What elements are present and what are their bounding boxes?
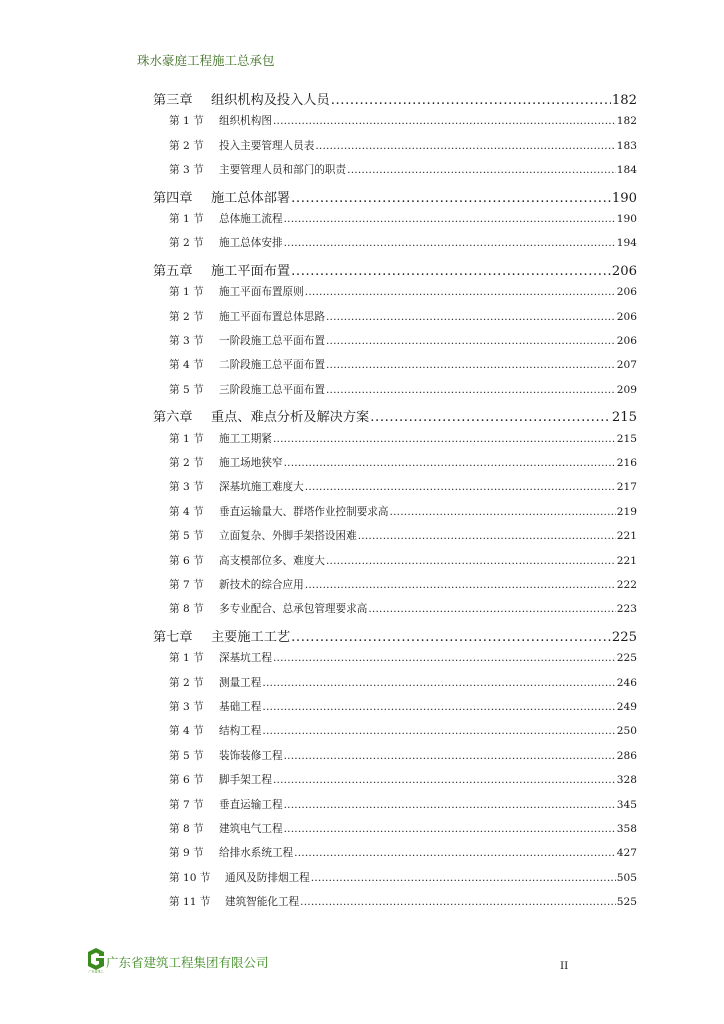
toc-entry-page: 223 [616,603,637,616]
toc-entry-page: 207 [616,359,637,372]
toc-section-row[interactable] [169,553,637,568]
toc-entry-page: 183 [616,139,637,152]
toc-dot-leader [284,237,616,249]
toc-section-row[interactable] [169,479,637,494]
toc-entry-number: 第 3 节 [169,164,204,177]
toc-entry-page: 427 [616,847,637,860]
toc-entry-page: 216 [616,457,637,469]
toc-dot-leader [370,410,611,425]
toc-entry-title: 施工总体安排 [219,237,283,250]
toc-dot-leader [326,359,616,371]
toc-entry-number: 第 5 节 [169,383,204,396]
toc-entry-number: 第 7 节 [169,579,204,591]
toc-entry-number: 第 6 节 [169,554,204,567]
toc-dot-leader [262,677,615,689]
toc-entry-number: 第 2 节 [169,237,204,250]
toc-dot-leader [284,799,616,811]
toc-entry-title: 组织机构及投入人员 [211,93,330,108]
toc-chapter-row[interactable] [153,626,637,645]
toc-dot-leader [284,213,616,225]
toc-dot-leader [300,896,616,908]
toc-entry-number: 第 3 节 [169,335,204,347]
toc-entry-number: 第 1 节 [169,286,204,299]
toc-entry-page: 328 [616,774,637,787]
toc-entry-title: 重点、难点分析及解决方案 [211,410,370,426]
toc-entry-page: 505 [616,871,637,884]
toc-entry-number: 第 4 节 [169,505,204,518]
toc-entry-page: 184 [616,164,637,177]
toc-section-row[interactable] [169,357,637,372]
toc-section-row[interactable] [169,870,637,885]
toc-dot-leader [284,750,616,762]
toc-entry-page: 217 [616,481,637,494]
toc-section-row[interactable] [169,455,637,470]
toc-dot-leader [390,506,616,518]
toc-entry-page: 246 [616,676,637,689]
toc-entry-number: 第 1 节 [169,213,204,225]
toc-entry-title: 总体施工流程 [219,213,283,225]
toc-section-row[interactable] [169,382,637,397]
toc-entry-page: 194 [616,237,637,250]
toc-section-row[interactable] [169,431,637,446]
toc-entry-page: 190 [611,190,637,206]
toc-entry-title: 施工工期紧 [219,432,272,445]
toc-dot-leader [284,457,616,469]
toc-entry-page: 209 [616,383,637,396]
toc-entry-title: 主要施工工艺 [211,629,291,645]
toc-entry-page: 206 [616,310,637,323]
toc-section-row[interactable] [169,577,637,592]
toc-dot-leader [358,530,616,542]
toc-entry-page: 221 [616,530,637,543]
footer-page-number: II [560,960,569,972]
footer-company-name: 广东省建筑工程集团有限公司 [106,955,269,970]
toc-section-row[interactable] [169,821,637,836]
toc-entry-number: 第 3 节 [169,481,204,494]
toc-entry-title: 施工平面布置 [211,263,291,279]
toc-entry-page: 286 [616,749,637,762]
toc-section-row[interactable] [169,284,637,299]
toc-entry-title: 二阶段施工总平面布置 [219,359,325,372]
toc-entry-title: 三阶段施工总平面布置 [219,383,325,396]
toc-chapter-row[interactable] [153,260,637,279]
toc-dot-leader [273,115,616,127]
toc-dot-leader [311,872,616,884]
toc-entry-title: 施工场地狭窄 [219,457,283,469]
toc-section-row[interactable] [169,845,637,860]
toc-entry-number: 第 5 节 [169,530,204,543]
toc-entry-title: 结构工程 [219,725,262,738]
toc-entry-number: 第 6 节 [169,774,204,787]
toc-entry-number: 第 2 节 [169,139,204,152]
toc-entry-number: 第 1 节 [169,115,204,128]
toc-entry-page: 249 [616,701,637,713]
toc-section-row[interactable] [169,894,637,909]
toc-entry-page: 358 [616,823,637,835]
toc-entry-number: 第三章 [153,93,193,108]
toc-entry-number: 第七章 [153,629,193,645]
toc-section-row[interactable] [169,162,637,177]
toc-dot-leader [315,140,615,152]
toc-dot-leader [291,191,611,206]
toc-chapter-row[interactable] [153,187,637,206]
toc-entry-title: 深基坑工程 [219,652,272,665]
toc-entry-number: 第 2 节 [169,457,204,469]
toc-section-row[interactable] [169,650,637,665]
toc-entry-title: 新技术的综合应用 [219,579,304,591]
toc-section-row[interactable] [169,601,637,616]
toc-dot-leader [368,603,615,615]
toc-entry-number: 第 2 节 [169,310,204,323]
toc-dot-leader [291,630,611,645]
toc-chapter-row[interactable] [153,89,637,108]
page-header-title: 珠水豪庭工程施工总承包 [137,53,275,68]
toc-entry-title: 建筑智能化工程 [225,896,300,909]
toc-dot-leader [273,774,616,786]
toc-section-row[interactable] [169,138,637,153]
toc-dot-leader [305,481,616,493]
toc-dot-leader [284,823,616,835]
toc-section-row[interactable] [169,675,637,690]
toc-entry-page: 190 [616,213,637,225]
toc-entry-title: 垂直运输工程 [219,798,283,811]
toc-entry-number: 第 8 节 [169,823,204,835]
toc-entry-number: 第五章 [153,263,193,279]
toc-section-row[interactable] [169,235,637,250]
toc-entry-page: 215 [616,432,637,445]
toc-entry-number: 第 10 节 [169,871,211,884]
toc-dot-leader [305,579,616,591]
toc-entry-title: 施工平面布置原则 [219,286,304,299]
toc-entry-page: 225 [611,629,637,645]
toc-entry-number: 第 5 节 [169,749,204,762]
toc-entry-number: 第 9 节 [169,847,204,860]
toc-dot-leader [294,847,616,859]
toc-dot-leader [305,286,616,298]
toc-entry-number: 第四章 [153,190,193,206]
toc-entry-number: 第 4 节 [169,725,204,738]
toc-entry-page: 182 [611,93,637,108]
toc-entry-page: 222 [616,579,637,591]
toc-entry-title: 垂直运输量大、群塔作业控制要求高 [219,505,389,518]
toc-entry-number: 第 3 节 [169,701,204,713]
toc-entry-title: 施工总体部署 [211,190,291,206]
toc-entry-title: 施工平面布置总体思路 [219,310,325,323]
toc-entry-page: 525 [616,896,637,909]
toc-entry-number: 第 2 节 [169,676,204,689]
toc-entry-title: 高支模部位多、难度大 [219,554,325,567]
toc-entry-number: 第 8 节 [169,603,204,616]
toc-dot-leader [273,433,616,445]
toc-entry-title: 深基坑施工难度大 [219,481,304,494]
toc-entry-title: 基础工程 [219,701,262,713]
toc-entry-page: 219 [616,505,637,518]
toc-chapter-row[interactable] [153,406,637,425]
toc-entry-number: 第六章 [153,410,193,426]
toc-dot-leader [273,652,616,664]
toc-section-row[interactable] [169,504,637,519]
toc-section-row[interactable] [169,333,637,348]
toc-section-row[interactable] [169,309,637,324]
toc-entry-title: 多专业配合、总承包管理要求高 [219,603,368,616]
toc-entry-page: 221 [616,554,637,567]
toc-section-row[interactable] [169,797,637,812]
toc-entry-page: 206 [616,286,637,299]
toc-dot-leader [291,264,611,279]
toc-entry-title: 组织机构图 [219,115,272,128]
toc-dot-leader [326,311,616,323]
toc-section-row[interactable] [169,211,637,226]
toc-dot-leader [331,93,611,108]
toc-dot-leader [326,384,616,396]
toc-entry-page: 225 [616,652,637,665]
toc-entry-title: 建筑电气工程 [219,823,283,835]
toc-entry-title: 投入主要管理人员表 [219,139,315,152]
toc-dot-leader [326,555,616,567]
toc-section-row[interactable] [169,723,637,738]
toc-entry-number: 第 1 节 [169,652,204,665]
toc-entry-number: 第 4 节 [169,359,204,372]
toc-entry-number: 第 7 节 [169,798,204,811]
toc-entry-page: 215 [611,410,637,426]
toc-section-row[interactable] [169,528,637,543]
toc-entry-title: 一阶段施工总平面布置 [219,335,325,347]
toc-entry-page: 345 [616,798,637,811]
toc-entry-title: 测量工程 [219,676,262,689]
toc-dot-leader [262,725,615,737]
toc-section-row[interactable] [169,748,637,763]
toc-dot-leader [347,164,616,176]
toc-dot-leader [326,335,616,347]
toc-entry-title: 主要管理人员和部门的职责 [219,164,347,177]
logo-caption: 广东省建工 [88,969,104,973]
toc-entry-page: 206 [616,335,637,347]
toc-entry-number: 第 1 节 [169,432,204,445]
toc-entry-title: 脚手架工程 [219,774,272,787]
toc-entry-title: 立面复杂、外脚手架搭设困难 [219,530,357,543]
toc-section-row[interactable] [169,113,637,128]
toc-section-row[interactable] [169,772,637,787]
toc-entry-page: 182 [616,115,637,128]
toc-entry-title: 装饰装修工程 [219,749,283,762]
toc-dot-leader [262,701,615,713]
toc-entry-page: 206 [611,263,637,279]
company-logo-icon [86,947,106,973]
toc-entry-page: 250 [616,725,637,738]
toc-entry-title: 给排水系统工程 [219,847,294,860]
toc-section-row[interactable] [169,699,637,714]
toc-entry-title: 通风及防排烟工程 [225,871,310,884]
toc-entry-number: 第 11 节 [169,896,211,909]
